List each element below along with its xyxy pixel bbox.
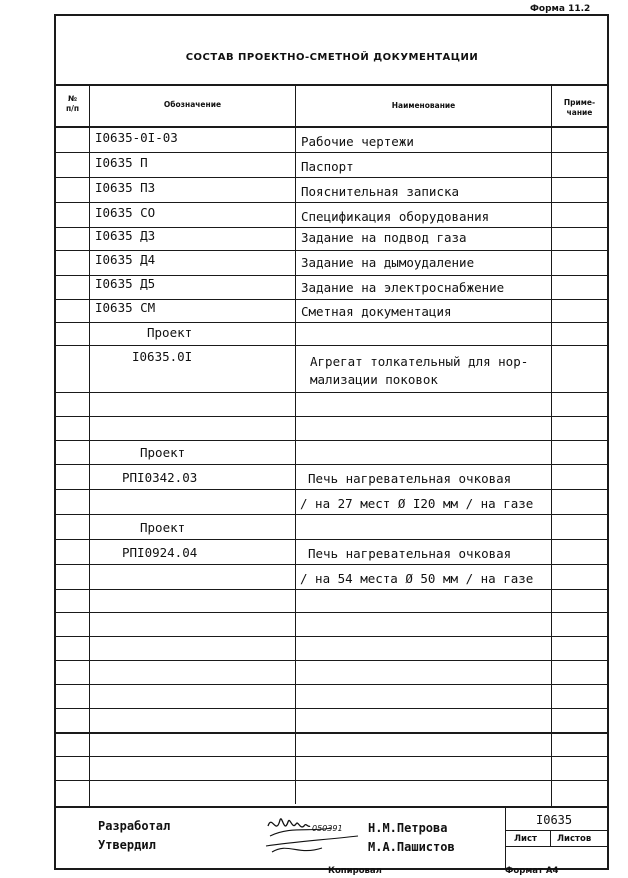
row-1-designation: I0635-0I-03 [95,130,178,145]
row-7-name: Задание на электроснабжение [301,280,505,295]
header-note [552,98,607,118]
developed-label: Разработал [98,819,171,833]
row-separator [54,514,609,515]
format-label: Формат А4 [505,866,559,876]
row-16-name: Печь нагревательная очковая [308,546,512,561]
row-separator [54,345,609,346]
row-7-designation: I0635 Д5 [95,276,156,291]
header-note-line2: чание [566,108,593,117]
lower-note-line [551,732,552,806]
page-title: СОСТАВ ПРОЕКТНО-СМЕТНОЙ ДОКУМЕНТАЦИИ [185,52,479,63]
sheets-label: Листов [557,834,592,844]
row-11-name: мализации поковок [310,372,438,387]
col-line-1 [89,84,90,804]
row-separator [54,708,609,709]
stamp-sheet-divider [550,830,551,846]
header-num-line1: № [67,94,78,103]
col-line-2 [295,84,296,804]
row-2-name: Паспорт [301,159,354,174]
row-5-designation: I0635 ДЗ [95,228,156,243]
row-separator [54,564,609,565]
row-12-designation: Проект [140,445,186,460]
row-10-name: Агрегат толкательный для нор- [310,354,529,369]
header-num-line2: п/п [65,104,80,113]
row-separator [54,464,609,465]
stamp-mid [505,830,609,831]
copied-label: Копировал [328,866,382,876]
row-13-designation: РПI0342.03 [122,470,198,485]
row-separator [54,660,609,661]
lower-left-line [89,732,90,806]
title-divider [54,84,609,86]
row-separator [54,612,609,613]
col-line-3 [551,84,552,804]
row-separator [54,440,609,441]
row-4-designation: I0635 СО [95,205,156,220]
row-separator [54,780,609,781]
row-separator [54,636,609,637]
row-separator [54,250,609,251]
row-5-name: Задание на подвод газа [301,230,467,245]
row-8-designation: I0635 СМ [95,300,156,315]
row-3-name: Пояснительная записка [301,184,460,199]
frame-right [607,14,609,870]
stamp-vertical [505,806,506,870]
row-separator [54,756,609,757]
lower-section-divider [54,732,609,734]
row-separator [54,177,609,178]
stamp-date: 050391 [312,824,343,833]
row-8-name: Сметная документация [301,304,452,319]
frame-top [54,14,609,16]
row-separator [54,416,609,417]
stamp-top [54,806,609,808]
row-10-designation: I0635.0I [132,349,193,364]
row-15-designation: Проект [140,520,186,535]
row-separator [54,392,609,393]
row-6-name: Задание на дымоудаление [301,255,475,270]
form-label: Форма 11.2 [530,4,591,14]
doc-number: I0635 [536,813,573,827]
frame-left [54,14,56,870]
header-num [56,94,89,114]
row-6-designation: I0635 Д4 [95,252,156,267]
row-separator [54,539,609,540]
row-separator [54,152,609,153]
row-9-designation: Проект [147,325,193,340]
row-16-designation: РПI0924.04 [122,545,198,560]
stamp-sub [505,846,609,847]
row-separator [54,589,609,590]
approved-label: Утвердил [98,838,156,852]
sheet-label: Лист [514,834,537,844]
header-note-line1: Приме- [563,98,596,107]
row-4-name: Спецификация оборудования [301,209,490,224]
header-name: Наименование [391,101,456,110]
row-3-designation: I0635 ПЗ [95,180,156,195]
row-separator [54,489,609,490]
row-separator [54,322,609,323]
header-designation: Обозначение [163,100,222,109]
row-17-name: / на 54 места Ø 50 мм / на газе [300,571,534,586]
approved-name: М.А.Пашистов [368,840,455,854]
row-2-designation: I0635 П [95,155,148,170]
signature [262,812,362,858]
row-13-name: Печь нагревательная очковая [308,471,512,486]
developed-name: Н.М.Петрова [368,821,448,835]
row-1-name: Рабочие чертежи [301,134,414,149]
header-divider [54,126,609,128]
row-separator [54,202,609,203]
row-separator [54,684,609,685]
row-14-name: / на 27 мест Ø I20 мм / на газе [300,496,534,511]
